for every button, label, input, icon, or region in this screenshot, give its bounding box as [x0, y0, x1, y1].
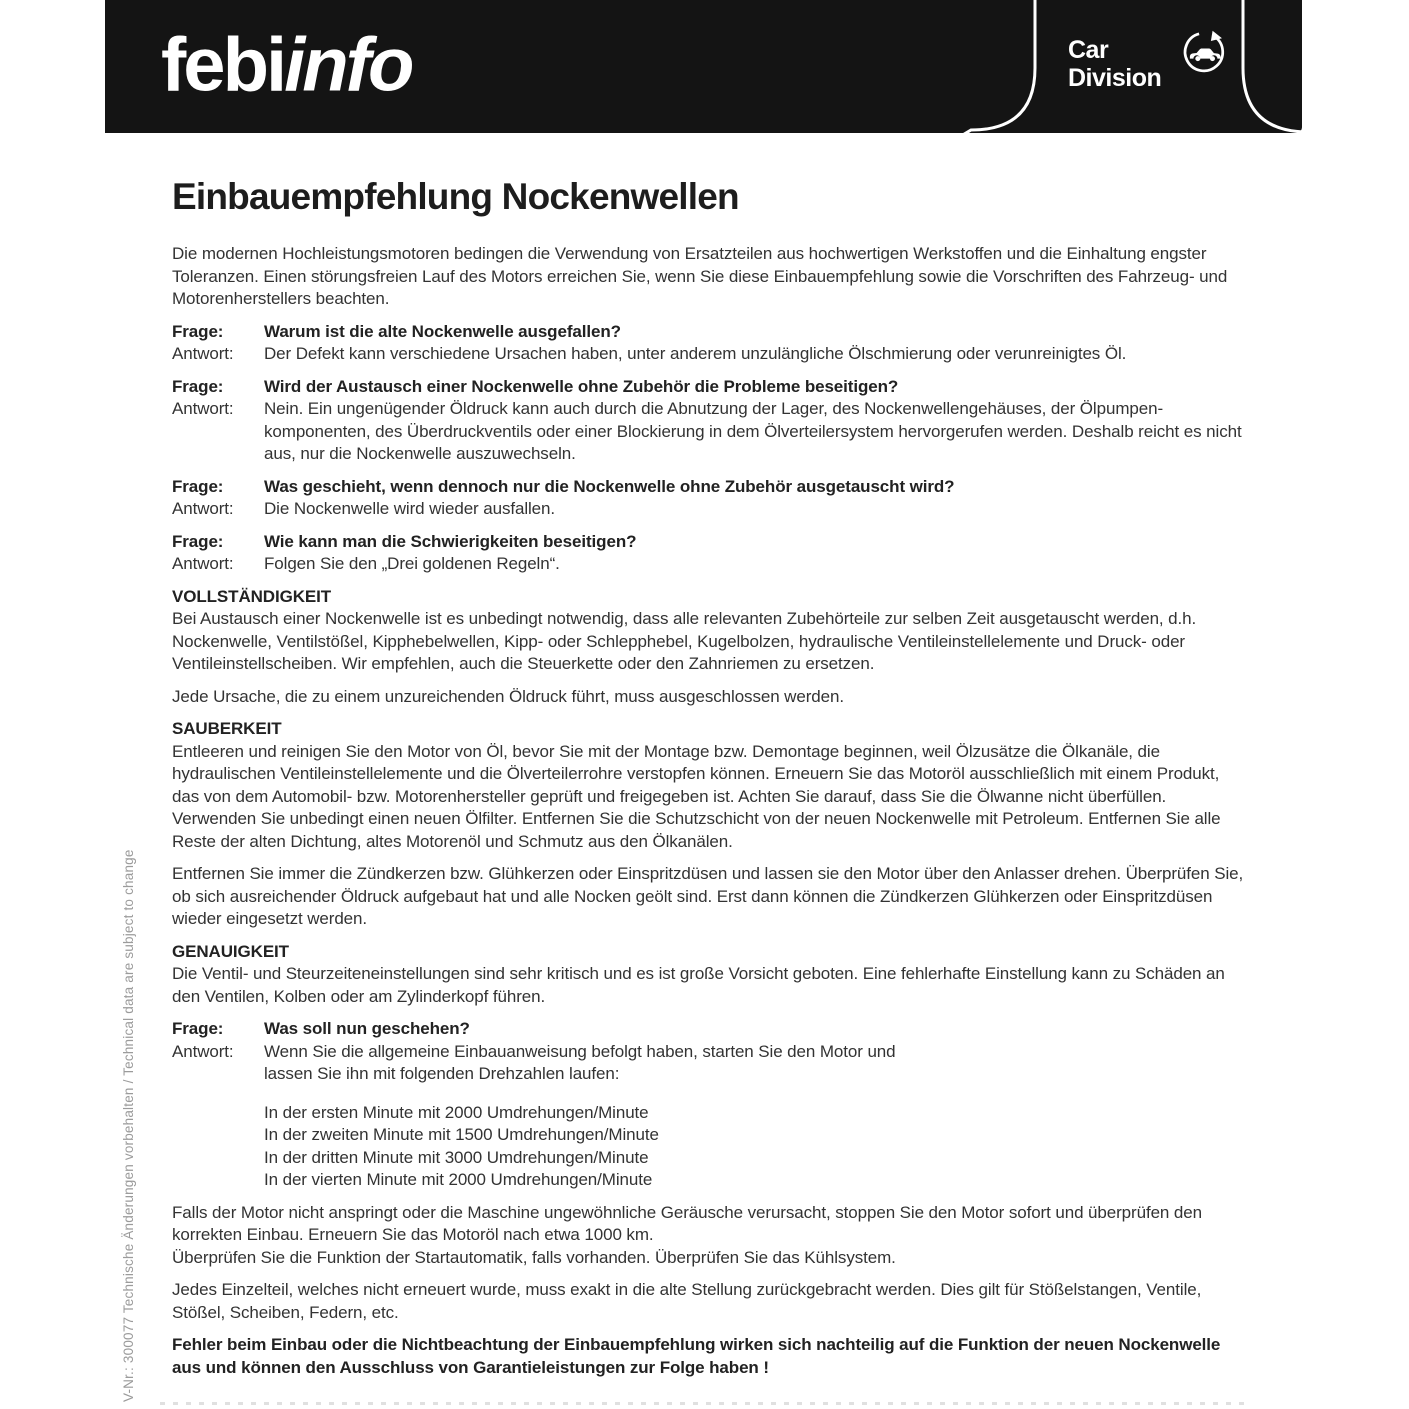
- closing-line-b: Überprüfen Sie die Funktion der Startautomatik, falls vorhanden. Überprüfen Sie das Kühlsystem.: [172, 1247, 896, 1267]
- answer-text: Folgen Sie den „Drei goldenen Regeln“.: [264, 554, 560, 573]
- antwort-label: Antwort:: [172, 554, 234, 573]
- question-text: Was geschieht, wenn dennoch nur die Nockenwelle ohne Zubehör ausgetauscht wird?: [264, 476, 955, 496]
- closing-paragraph-1: [172, 1202, 1250, 1270]
- qa-block-3: [172, 476, 1250, 521]
- answer-line-2: lassen Sie ihn mit folgenden Drehzahlen laufen:: [264, 1064, 620, 1083]
- frage-label: Frage:: [172, 321, 224, 341]
- scan-artifact-strip: [160, 1402, 1250, 1405]
- document-body: [172, 176, 1250, 1396]
- logo-info-text: info: [284, 21, 412, 107]
- answer-line-1: Wenn Sie die allgemeine Einbauanweisung befolgt haben, starten Sie den Motor und: [264, 1041, 896, 1061]
- section-sauberkeit: [172, 718, 1250, 853]
- closing-paragraph-2: Jedes Einzelteil, welches nicht erneuert wurde, muss exakt in die alte Stellung zurückgebracht werden. Dies gilt für Stößelstangen, Ventile, Stößel, Scheiben, Federn, etc.: [172, 1280, 1202, 1322]
- qa-block-5: [172, 1018, 1250, 1192]
- rpm-line-1: In der ersten Minute mit 2000 Umdrehungen/Minute: [264, 1102, 649, 1122]
- answer-text: Der Defekt kann verschiedene Ursachen haben, unter anderem unzulängliche Ölschmierung oder verunreinigtes Öl.: [264, 344, 1127, 363]
- section-paragraph: Entleeren und reinigen Sie den Motor von Öl, bevor Sie mit der Montage bzw. Demontage beginnen, weil Ölzusätze die Ölkanäle, die hydraulischen Ventileinstellelemente und die Ölverteilerrohre verstopfen können. Erneuern Sie das Motoröl ausschließlich mit einem Produkt, das von dem Automobil- bzw. Motorenhersteller geprüft und freigegeben ist. Achten Sie darauf, dass Sie die Ölwanne nicht überfüllen. Verwenden Sie unbedingt einen neuen Ölfilter. Entfernen Sie die Schutzschicht von der neuen Nockenwelle mit Petroleum. Entfernen Sie alle Reste der alten Dichtung, altes Motorenöl und Schmutz aus den Ölkanälen.: [172, 741, 1221, 851]
- logo-febi-text: febi: [161, 21, 285, 107]
- car-division-line2: Division: [1068, 64, 1162, 92]
- antwort-label: Antwort:: [172, 499, 234, 518]
- qa-block-2: [172, 376, 1250, 466]
- frage-label: Frage:: [172, 1019, 224, 1038]
- sauberkeit-paragraph-2: Entfernen Sie immer die Zündkerzen bzw. Glühkerzen oder Einspritzdüsen und lassen sie den Motor über den Anlasser drehen. Überprüfen Sie, ob sich ausreichender Öldruck aufgebaut hat und alle Nocken geölt sind. Erst dann können die Zündkerzen Glühkerzen oder Einspritzdüsen wieder eingesetzt werden.: [172, 864, 1244, 928]
- question-text: Wird der Austausch einer Nockenwelle ohne Zubehör die Probleme beseitigen?: [264, 376, 899, 396]
- frage-label: Frage:: [172, 531, 224, 551]
- antwort-label: Antwort:: [172, 344, 234, 363]
- frage-label: Frage:: [172, 476, 224, 496]
- frage-label: Frage:: [172, 376, 224, 396]
- vollstaendigkeit-paragraph-2: Jede Ursache, die zu einem unzureichenden Öldruck führt, muss ausgeschlossen werden.: [172, 686, 844, 706]
- car-division-line1: Car: [1068, 36, 1109, 64]
- section-heading: SAUBERKEIT: [172, 719, 282, 738]
- page-title: Einbauempfehlung Nockenwellen: [172, 176, 739, 217]
- section-genauigkeit: [172, 941, 1250, 1009]
- section-vollstaendigkeit: [172, 586, 1250, 676]
- side-version-note: V-Nr.: 300077 Technische Änderungen vorbehalten / Technical data are subject to change: [121, 849, 136, 1402]
- intro-paragraph: Die modernen Hochleistungsmotoren bedingen die Verwendung von Ersatzteilen aus hochwertigen Werkstoffen und die Einhaltung engster Toleranzen. Einen störungsfreien Lauf des Motors erreichen Sie, wenn Sie diese Einbauempfehlung sowie die Vorschriften des Fahrzeug- und Motorenherstellers beachten.: [172, 244, 1228, 308]
- rpm-list: [264, 1102, 1250, 1192]
- answer-text: Die Nockenwelle wird wieder ausfallen.: [264, 499, 556, 518]
- section-heading: VOLLSTÄNDIGKEIT: [172, 586, 332, 606]
- section-heading: GENAUIGKEIT: [172, 941, 289, 961]
- answer-text: [264, 1041, 1250, 1192]
- section-paragraph: Die Ventil- und Steurzeiteneinstellungen sind sehr kritisch und es ist große Vorsicht geboten. Eine fehlerhafte Einstellung kann zu Schäden an den Ventilen, Kolben oder am Zylinderkopf führen.: [172, 964, 1225, 1006]
- section-paragraph: Bei Austausch einer Nockenwelle ist es unbedingt notwendig, dass alle relevanten Zubehörteile zur selben Zeit ausgetauscht werden, d.h. Nockenwelle, Ventilstößel, Kipphebelwellen, Kipp- oder Schlepphebel, Kugelbolzen, hydraulische Ventileinstellelemente und Druck- oder Ventileinstellscheiben. Wir empfehlen, auch die Steuerkette oder den Zahnriemen zu ersetzen.: [172, 609, 1197, 673]
- antwort-label: Antwort:: [172, 399, 234, 418]
- closing-line-a: Falls der Motor nicht anspringt oder die Maschine ungewöhnliche Geräusche verursacht, stoppen Sie den Motor sofort und überprüfen den korrekten Einbau. Erneuern Sie das Motoröl nach etwa 1000 km.: [172, 1202, 1202, 1244]
- rpm-line-2: In der zweiten Minute mit 1500 Umdrehungen/Minute: [264, 1125, 659, 1144]
- rpm-line-3: In der dritten Minute mit 3000 Umdrehungen/Minute: [264, 1147, 649, 1167]
- qa-block-4: [172, 531, 1250, 576]
- car-division-label: [1068, 36, 1161, 92]
- question-text: Wie kann man die Schwierigkeiten beseitigen?: [264, 531, 637, 551]
- answer-text: Nein. Ein ungenügender Öldruck kann auch durch die Abnutzung der Lager, des Nockenwellengehäuses, der Ölpumpenkomponenten, des Überdruckventils oder einer Blockierung in dem Ölverteilersystem hervorgerufen werden. Deshalb reicht es nicht aus, nur die Nockenwelle auszuwechseln.: [264, 399, 1242, 463]
- rpm-line-4: In der vierten Minute mit 2000 Umdrehungen/Minute: [264, 1170, 653, 1189]
- question-text: Was soll nun geschehen?: [264, 1019, 470, 1038]
- car-circular-arrow-icon: [1181, 28, 1227, 74]
- antwort-label: Antwort:: [172, 1041, 234, 1061]
- qa-block-1: [172, 321, 1250, 366]
- warranty-warning: Fehler beim Einbau oder die Nichtbeachtung der Einbauempfehlung wirken sich nachteilig auf die Funktion der neuen Nockenwelle aus und können den Ausschluss von Garantieleistungen zur Folge haben !: [172, 1335, 1221, 1377]
- question-text: Warum ist die alte Nockenwelle ausgefallen?: [264, 321, 621, 341]
- header-bar: [105, 0, 1302, 133]
- car-division-block: [1068, 28, 1227, 92]
